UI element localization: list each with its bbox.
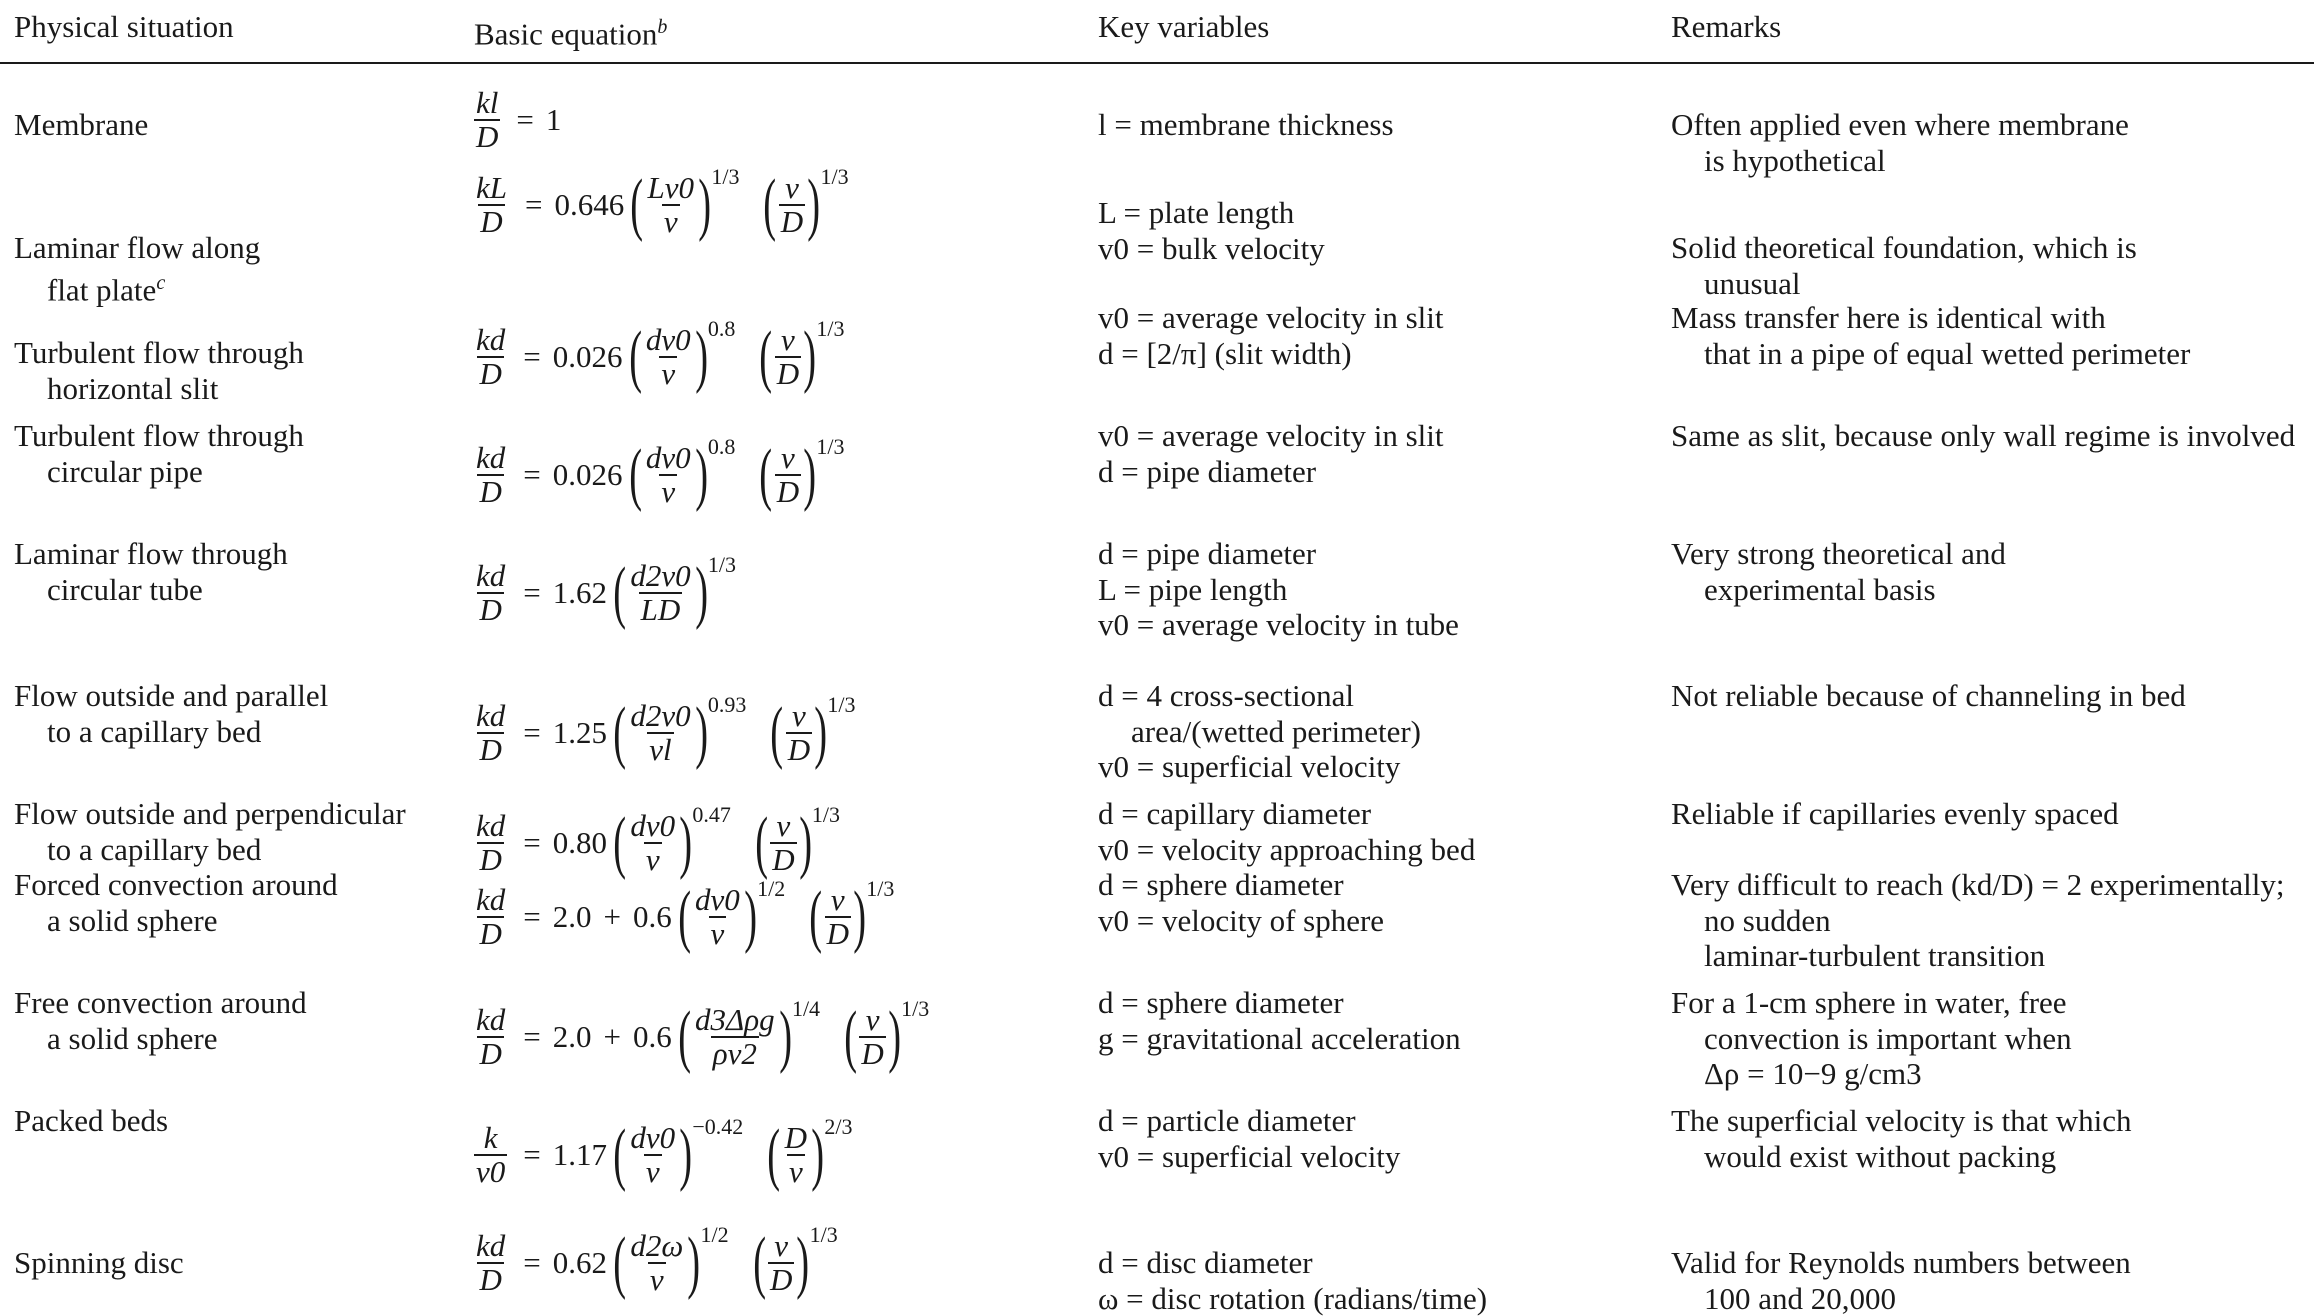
equation-bed-perpendicular: $\frac{kd}{D}$ = 0.80 ( $\frac{dv0}{\nu}$ ) 0.47 ( $\frac{\nu}{D}$ ) 1/3 <box>470 808 840 878</box>
cell-line: Flow outside and perpendicular <box>14 796 406 832</box>
cell-line: Solid theoretical foundation, which is <box>1671 230 2137 266</box>
variables-bed-parallel <box>1098 678 1421 785</box>
fraction <box>474 700 507 766</box>
eq-num: kl <box>474 87 500 119</box>
cell-line: Not reliable because of channeling in bed <box>1671 678 2186 714</box>
exponent: 1/3 <box>816 316 844 342</box>
exponent: 1/3 <box>812 802 840 828</box>
denominator: D <box>775 474 801 508</box>
numerator: ν <box>775 810 793 842</box>
exponent: 0.8 <box>708 316 736 342</box>
remarks-slit <box>1671 300 2190 371</box>
remarks-plate <box>1671 230 2137 301</box>
cell-line: d = sphere diameter <box>1098 867 1384 903</box>
eq-lhs <box>474 87 500 153</box>
cell-line: 100 and 20,000 <box>1671 1281 2131 1316</box>
numerator: k <box>482 1122 500 1154</box>
cell-line: g = gravitational acceleration <box>1098 1021 1461 1057</box>
numerator: Lv0 <box>646 172 697 204</box>
denominator: D <box>779 204 805 238</box>
cell-line: Same as slit, because only wall regime is involved <box>1671 418 2295 454</box>
cell-line: v0 = bulk velocity <box>1098 231 1325 267</box>
cell-line: Reliable if capillaries evenly spaced <box>1671 796 2119 832</box>
remarks-pipe <box>1671 418 2295 454</box>
exponent: 1/3 <box>816 434 844 460</box>
variables-pipe <box>1098 418 1443 489</box>
coefficient-2: 0.6 <box>633 1019 672 1055</box>
situation-packed-beds <box>14 1103 168 1139</box>
denominator: D <box>859 1036 885 1070</box>
denominator: ν <box>659 356 677 390</box>
coefficient: 0.80 <box>553 825 607 861</box>
remarks-membrane <box>1671 107 2129 178</box>
exponent: 1/3 <box>901 996 929 1022</box>
variables-forced-convection <box>1098 867 1384 938</box>
fraction <box>474 1122 507 1188</box>
cell-line: circular pipe <box>14 454 304 490</box>
cell-line: v0 = average velocity in slit <box>1098 300 1443 336</box>
situation-forced-convection <box>14 867 338 938</box>
numerator: ν <box>779 324 797 356</box>
fraction <box>628 1230 685 1296</box>
situation-slit <box>14 335 304 406</box>
numerator: d2v0 <box>628 700 692 732</box>
fraction <box>775 442 801 508</box>
numerator: dv0 <box>693 884 742 916</box>
numerator: kd <box>474 810 507 842</box>
variables-membrane <box>1098 107 1394 143</box>
situation-plate <box>14 230 260 307</box>
cell-line: to a capillary bed <box>14 714 328 750</box>
cell-line: experimental basis <box>1671 572 2006 608</box>
denominator: ν <box>644 842 662 876</box>
numerator: kd <box>474 1230 507 1262</box>
cell-line: v0 = velocity approaching bed <box>1098 832 1475 868</box>
numerator: dv0 <box>644 324 693 356</box>
remarks-bed-perpendicular <box>1671 796 2119 832</box>
plate-footnote-mark: c <box>156 272 165 294</box>
coefficient: 1.25 <box>553 715 607 751</box>
equation-tube: $\frac{kd}{D}$ = 1.62 ( $\frac{d2v0}{LD}$ ) 1/3 <box>470 558 736 628</box>
fraction <box>474 1004 507 1070</box>
denominator: D <box>786 732 812 766</box>
cell-line: d = [2/π] (slit width) <box>1098 336 1443 372</box>
cell-line: d = capillary diameter <box>1098 796 1475 832</box>
cell-line: Flow outside and parallel <box>14 678 328 714</box>
fraction <box>474 442 507 508</box>
numerator: dv0 <box>644 442 693 474</box>
fraction <box>628 700 692 766</box>
numerator: ν <box>779 442 797 474</box>
cell-line: d = particle diameter <box>1098 1103 1400 1139</box>
cell-line: Mass transfer here is identical with <box>1671 300 2190 336</box>
denominator: D <box>477 842 503 876</box>
numerator: kd <box>474 1004 507 1036</box>
situation-line <box>14 266 260 308</box>
situation-bed-perpendicular <box>14 796 406 867</box>
denominator: D <box>477 916 503 950</box>
equation-free-convection: $\frac{kd}{D}$ = 2.0 + 0.6 ( $\frac{\text{d3Δρg}}{\rho\nu 2}$ ) 1/4 ( $\frac{\nu}{D}$ ) 1/3 <box>470 1002 929 1072</box>
coefficient: 0.026 <box>553 457 623 493</box>
header-key-variables: Key variables <box>1098 8 1269 46</box>
fraction <box>644 324 693 390</box>
denominator: D <box>477 732 503 766</box>
variables-free-convection <box>1098 985 1461 1056</box>
variables-tube <box>1098 536 1459 643</box>
numerator: ν <box>864 1004 882 1036</box>
cell-line: unusual <box>1671 266 2137 302</box>
cell-line: Forced convection around <box>14 867 338 903</box>
cell-line: The superficial velocity is that which <box>1671 1103 2132 1139</box>
denominator: D <box>477 592 503 626</box>
fraction <box>859 1004 885 1070</box>
exponent: 1/3 <box>821 164 849 190</box>
numerator: ν <box>783 172 801 204</box>
cell-line: Often applied even where membrane <box>1671 107 2129 143</box>
header-remarks: Remarks <box>1671 8 1781 46</box>
exponent: 0.93 <box>708 692 747 718</box>
cell-line: that in a pipe of equal wetted perimeter <box>1671 336 2190 372</box>
exponent: 1/3 <box>711 164 739 190</box>
fraction <box>775 324 801 390</box>
cell-line: circular tube <box>14 572 288 608</box>
cell-line: horizontal slit <box>14 371 304 407</box>
situation-pipe <box>14 418 304 489</box>
equation-forced-convection: $\frac{kd}{D}$ = 2.0 + 0.6 ( $\frac{dv0}{\nu}$ ) 1/2 ( $\frac{\nu}{D}$ ) 1/3 <box>470 882 894 952</box>
cell-line: Δρ = 10−9 g/cm3 <box>1671 1056 2072 1092</box>
fraction <box>474 172 509 238</box>
denominator: D <box>477 1036 503 1070</box>
variables-packed-beds <box>1098 1103 1400 1174</box>
header-equation-label: Basic equation <box>474 16 657 51</box>
coefficient-2: 0.6 <box>633 899 672 935</box>
cell-line: laminar-turbulent transition <box>1671 938 2284 974</box>
fraction <box>474 560 507 626</box>
exponent: 0.47 <box>692 802 731 828</box>
fraction <box>825 884 851 950</box>
cell-line: d = 4 cross-sectional <box>1098 678 1421 714</box>
situation-free-convection <box>14 985 307 1056</box>
fraction <box>628 560 692 626</box>
remarks-tube <box>1671 536 2006 607</box>
situation-tube <box>14 536 288 607</box>
numerator: kd <box>474 442 507 474</box>
cell-line: Valid for Reynolds numbers between <box>1671 1245 2131 1281</box>
cell-line: v0 = velocity of sphere <box>1098 903 1384 939</box>
cell-line: L = pipe length <box>1098 572 1459 608</box>
cell-line: convection is important when <box>1671 1021 2072 1057</box>
variables-plate <box>1098 195 1325 266</box>
fraction <box>628 810 677 876</box>
variables-bed-perpendicular <box>1098 796 1475 867</box>
numerator: dv0 <box>628 1122 677 1154</box>
exponent: 1/3 <box>866 876 894 902</box>
exponent: 1/2 <box>701 1222 729 1248</box>
cell-line: Laminar flow through <box>14 536 288 572</box>
coefficient: 2.0 <box>553 899 592 935</box>
numerator: kL <box>474 172 509 204</box>
denominator: ν <box>659 474 677 508</box>
cell-line: a solid sphere <box>14 1021 307 1057</box>
exponent: −0.42 <box>692 1114 743 1140</box>
fraction <box>693 1004 777 1070</box>
cell-line: is hypothetical <box>1671 143 2129 179</box>
cell-line: Spinning disc <box>14 1245 184 1281</box>
fraction <box>693 884 742 950</box>
cell-line: v0 = average velocity in slit <box>1098 418 1443 454</box>
numerator: kd <box>474 324 507 356</box>
coefficient: 2.0 <box>553 1019 592 1055</box>
situation-membrane <box>14 107 148 143</box>
equation-membrane: $\frac{kl}{D}$ = 1 <box>470 85 561 153</box>
equation-bed-parallel: $\frac{kd}{D}$ = 1.25 ( $\frac{d2v0}{\nu l}$ ) 0.93 ( $\frac{\nu}{D}$ ) 1/3 <box>470 698 856 768</box>
fraction <box>474 810 507 876</box>
cell-line: d = disc diameter <box>1098 1245 1487 1281</box>
fraction <box>646 172 697 238</box>
numerator: dv0 <box>628 810 677 842</box>
denominator: ρν2 <box>711 1036 759 1070</box>
fraction <box>786 700 812 766</box>
situation-spinning-disc <box>14 1245 184 1281</box>
cell-line: For a 1-cm sphere in water, free <box>1671 985 2072 1021</box>
variables-slit <box>1098 300 1443 371</box>
coefficient: 1.62 <box>553 575 607 611</box>
fraction <box>770 810 796 876</box>
remarks-free-convection <box>1671 985 2072 1092</box>
cell-line: Free convection around <box>14 985 307 1021</box>
remarks-bed-parallel <box>1671 678 2186 714</box>
cell-line: v0 = average velocity in tube <box>1098 607 1459 643</box>
fraction <box>628 1122 677 1188</box>
denominator: D <box>775 356 801 390</box>
header-equation-footnote: b <box>657 16 667 38</box>
numerator: ν <box>772 1230 790 1262</box>
numerator: ν <box>790 700 808 732</box>
denominator: D <box>478 204 504 238</box>
remarks-forced-convection <box>1671 867 2284 974</box>
cell-line: to a capillary bed <box>14 832 406 868</box>
denominator: ν <box>662 204 680 238</box>
cell-line: Turbulent flow through <box>14 335 304 371</box>
cell-line: Very strong theoretical and <box>1671 536 2006 572</box>
denominator: v0 <box>474 1154 507 1188</box>
equation-slit: $\frac{kd}{D}$ = 0.026 ( $\frac{dv0}{\nu}$ ) 0.8 ( $\frac{\nu}{D}$ ) 1/3 <box>470 322 845 392</box>
cell-line: a solid sphere <box>14 903 338 939</box>
cell-line: d = pipe diameter <box>1098 454 1443 490</box>
denominator: ν <box>709 916 727 950</box>
denominator: D <box>768 1262 794 1296</box>
coefficient: 1.17 <box>553 1137 607 1173</box>
exponent: 0.8 <box>708 434 736 460</box>
situation-line: Laminar flow along <box>14 230 260 266</box>
header-rule <box>0 62 2314 64</box>
denominator: νl <box>647 732 673 766</box>
variables-spinning-disc <box>1098 1245 1487 1316</box>
denominator: ν <box>648 1262 666 1296</box>
fraction <box>474 884 507 950</box>
numerator: kd <box>474 884 507 916</box>
denominator: D <box>477 474 503 508</box>
cell-line: ω = disc rotation (radians/time) <box>1098 1281 1487 1316</box>
fraction <box>768 1230 794 1296</box>
denominator: D <box>477 356 503 390</box>
coefficient: 0.62 <box>553 1245 607 1281</box>
header-physical-situation: Physical situation <box>14 8 234 46</box>
fraction <box>779 172 805 238</box>
cell-line: d = sphere diameter <box>1098 985 1461 1021</box>
remarks-spinning-disc <box>1671 1245 2131 1316</box>
exponent: 1/4 <box>792 996 820 1022</box>
cell-line: Packed beds <box>14 1103 168 1139</box>
situation-line-text: flat plate <box>47 272 156 307</box>
situation-bed-parallel <box>14 678 328 749</box>
cell-line: Turbulent flow through <box>14 418 304 454</box>
numerator: d2ω <box>628 1230 685 1262</box>
eq-den: D <box>474 119 500 153</box>
fraction <box>783 1122 809 1188</box>
equation-spinning-disc: $\frac{kd}{D}$ = 0.62 ( $\frac{d2\omega}{\nu}$ ) 1/2 ( $\frac{\nu}{D}$ ) 1/3 <box>470 1228 838 1298</box>
denominator: LD <box>639 592 683 626</box>
denominator: ν <box>644 1154 662 1188</box>
numerator: D <box>783 1122 809 1154</box>
cell-line: no sudden <box>1671 903 2284 939</box>
numerator: d3Δρg <box>693 1004 777 1036</box>
remarks-packed-beds <box>1671 1103 2132 1174</box>
exponent: 1/2 <box>757 876 785 902</box>
cell-line: area/(wetted perimeter) <box>1098 714 1421 750</box>
fraction <box>644 442 693 508</box>
exponent: 2/3 <box>824 1114 852 1140</box>
coefficient: 0.646 <box>554 187 624 223</box>
header-basic-equation <box>474 8 667 53</box>
cell-line: d = pipe diameter <box>1098 536 1459 572</box>
exponent: 1/3 <box>708 552 736 578</box>
denominator: ν <box>787 1154 805 1188</box>
cell-line: Membrane <box>14 107 148 143</box>
cell-line: L = plate length <box>1098 195 1325 231</box>
denominator: D <box>825 916 851 950</box>
numerator: d2v0 <box>628 560 692 592</box>
cell-line: would exist without packing <box>1671 1139 2132 1175</box>
denominator: D <box>477 1262 503 1296</box>
fraction <box>474 1230 507 1296</box>
coefficient: 0.026 <box>553 339 623 375</box>
equation-pipe: $\frac{kd}{D}$ = 0.026 ( $\frac{dv0}{\nu}$ ) 0.8 ( $\frac{\nu}{D}$ ) 1/3 <box>470 440 845 510</box>
numerator: kd <box>474 560 507 592</box>
exponent: 1/3 <box>810 1222 838 1248</box>
equation-plate: $\frac{kL}{D}$ = 0.646 ( $\frac{Lv0}{\nu}$ ) 1/3 ( $\frac{\nu}{D}$ ) 1/3 <box>470 170 849 240</box>
fraction <box>474 324 507 390</box>
cell-line: Very difficult to reach (kd/D) = 2 experimentally; <box>1671 867 2284 903</box>
cell-line: v0 = superficial velocity <box>1098 1139 1400 1175</box>
eq-rhs: 1 <box>546 102 562 138</box>
denominator: D <box>770 842 796 876</box>
cell-line: l = membrane thickness <box>1098 107 1394 143</box>
equation-packed-beds: $\frac{k}{v0}$ = 1.17 ( $\frac{dv0}{\nu}$ ) −0.42 ( $\frac{D}{\nu}$ ) 2/3 <box>470 1120 852 1190</box>
exponent: 1/3 <box>827 692 855 718</box>
numerator: ν <box>829 884 847 916</box>
cell-line: v0 = superficial velocity <box>1098 749 1421 785</box>
numerator: kd <box>474 700 507 732</box>
